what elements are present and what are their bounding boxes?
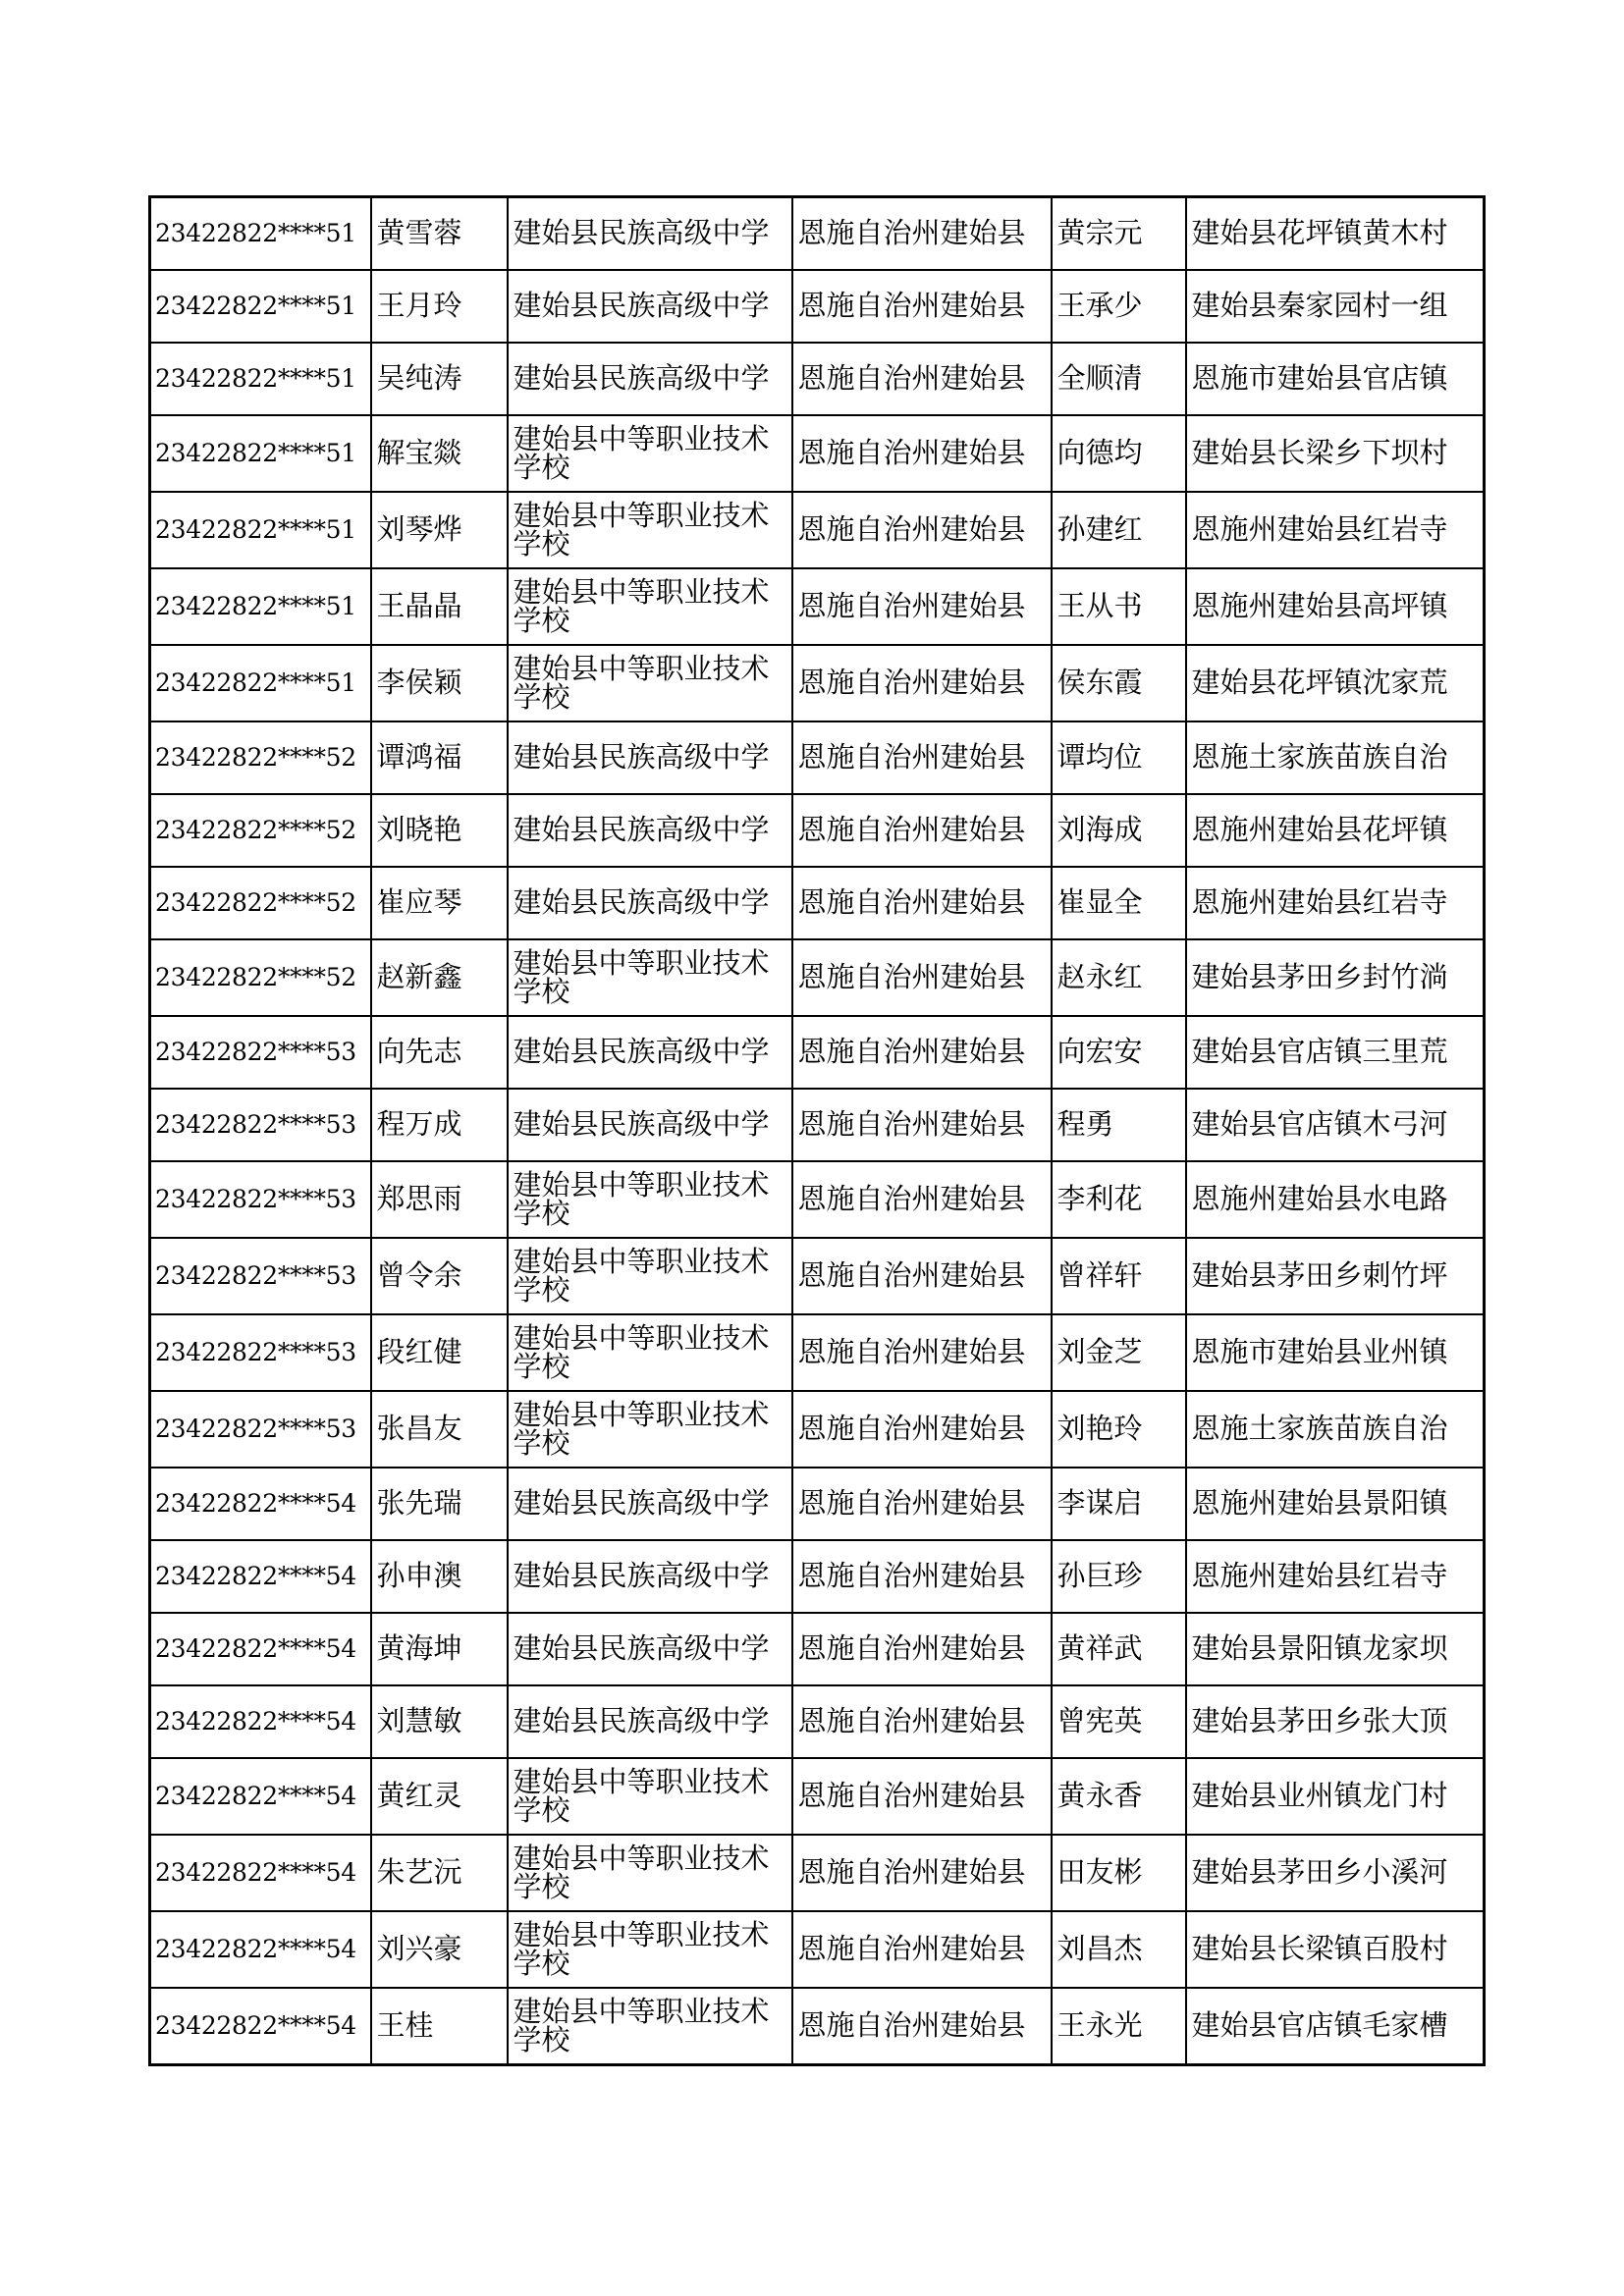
guardian-cell: 谭均位 (1052, 721, 1186, 794)
address-cell: 建始县花坪镇沈家荒 (1186, 645, 1485, 721)
region-cell: 恩施自治州建始县 (792, 939, 1052, 1016)
region-cell: 恩施自治州建始县 (792, 270, 1052, 343)
id-cell: 23422822****52 (150, 939, 371, 1016)
region-cell: 恩施自治州建始县 (792, 492, 1052, 568)
guardian-cell: 向德均 (1052, 415, 1186, 492)
id-cell: 23422822****51 (150, 343, 371, 415)
region-cell: 恩施自治州建始县 (792, 343, 1052, 415)
school-cell: 建始县中等职业技术学校 (508, 415, 792, 492)
address-cell: 建始县茅田乡封竹淌 (1186, 939, 1485, 1016)
id-cell: 23422822****54 (150, 1758, 371, 1835)
address-cell: 建始县长梁乡下坝村 (1186, 415, 1485, 492)
name-cell: 黄红灵 (371, 1758, 508, 1835)
school-cell: 建始县民族高级中学 (508, 1016, 792, 1089)
region-cell: 恩施自治州建始县 (792, 794, 1052, 867)
school-cell: 建始县中等职业技术学校 (508, 1161, 792, 1238)
table-row (150, 343, 1485, 415)
table-row (150, 1161, 1485, 1238)
school-cell: 建始县中等职业技术学校 (508, 939, 792, 1016)
table-row (150, 867, 1485, 939)
table-row (150, 939, 1485, 1016)
table-body (150, 197, 1485, 2065)
name-cell: 刘琴烨 (371, 492, 508, 568)
guardian-cell: 刘昌杰 (1052, 1911, 1186, 1988)
address-cell: 恩施州建始县水电路 (1186, 1161, 1485, 1238)
id-cell: 23422822****54 (150, 1468, 371, 1540)
name-cell: 刘慧敏 (371, 1685, 508, 1758)
table-row (150, 492, 1485, 568)
school-cell: 建始县民族高级中学 (508, 721, 792, 794)
region-cell: 恩施自治州建始县 (792, 568, 1052, 645)
guardian-cell: 刘艳玲 (1052, 1391, 1186, 1468)
id-cell: 23422822****54 (150, 1911, 371, 1988)
guardian-cell: 孙建红 (1052, 492, 1186, 568)
guardian-cell: 王从书 (1052, 568, 1186, 645)
address-cell: 恩施州建始县红岩寺 (1186, 492, 1485, 568)
guardian-cell: 赵永红 (1052, 939, 1186, 1016)
table-row (150, 197, 1485, 271)
table-row (150, 1089, 1485, 1161)
guardian-cell: 黄祥武 (1052, 1613, 1186, 1685)
id-cell: 23422822****52 (150, 721, 371, 794)
address-cell: 恩施市建始县业州镇 (1186, 1314, 1485, 1391)
guardian-cell: 侯东霞 (1052, 645, 1186, 721)
name-cell: 黄海坤 (371, 1613, 508, 1685)
school-cell: 建始县民族高级中学 (508, 343, 792, 415)
id-cell: 23422822****53 (150, 1016, 371, 1089)
school-cell: 建始县中等职业技术学校 (508, 1758, 792, 1835)
table-row (150, 1988, 1485, 2065)
name-cell: 刘晓艳 (371, 794, 508, 867)
data-table (148, 195, 1486, 2066)
id-cell: 23422822****52 (150, 794, 371, 867)
name-cell: 谭鸿福 (371, 721, 508, 794)
school-cell: 建始县中等职业技术学校 (508, 1314, 792, 1391)
guardian-cell: 刘海成 (1052, 794, 1186, 867)
region-cell: 恩施自治州建始县 (792, 1911, 1052, 1988)
region-cell: 恩施自治州建始县 (792, 1391, 1052, 1468)
address-cell: 恩施州建始县红岩寺 (1186, 1540, 1485, 1613)
school-cell: 建始县民族高级中学 (508, 867, 792, 939)
name-cell: 李侯颖 (371, 645, 508, 721)
region-cell: 恩施自治州建始县 (792, 645, 1052, 721)
address-cell: 恩施土家族苗族自治 (1186, 721, 1485, 794)
school-cell: 建始县中等职业技术学校 (508, 1988, 792, 2065)
guardian-cell: 王永光 (1052, 1988, 1186, 2065)
table-row (150, 645, 1485, 721)
name-cell: 刘兴豪 (371, 1911, 508, 1988)
region-cell: 恩施自治州建始县 (792, 867, 1052, 939)
address-cell: 建始县长梁镇百股村 (1186, 1911, 1485, 1988)
school-cell: 建始县民族高级中学 (508, 1613, 792, 1685)
address-cell: 恩施州建始县景阳镇 (1186, 1468, 1485, 1540)
guardian-cell: 田友彬 (1052, 1835, 1186, 1911)
school-cell: 建始县民族高级中学 (508, 794, 792, 867)
table-row (150, 1685, 1485, 1758)
school-cell: 建始县中等职业技术学校 (508, 1835, 792, 1911)
guardian-cell: 曾宪英 (1052, 1685, 1186, 1758)
table-row (150, 1238, 1485, 1314)
region-cell: 恩施自治州建始县 (792, 1161, 1052, 1238)
table-row (150, 270, 1485, 343)
address-cell: 恩施州建始县红岩寺 (1186, 867, 1485, 939)
id-cell: 23422822****51 (150, 568, 371, 645)
name-cell: 张先瑞 (371, 1468, 508, 1540)
guardian-cell: 全顺清 (1052, 343, 1186, 415)
id-cell: 23422822****51 (150, 415, 371, 492)
name-cell: 黄雪蓉 (371, 197, 508, 271)
school-cell: 建始县中等职业技术学校 (508, 568, 792, 645)
table-row (150, 1540, 1485, 1613)
address-cell: 建始县业州镇龙门村 (1186, 1758, 1485, 1835)
name-cell: 崔应琴 (371, 867, 508, 939)
id-cell: 23422822****54 (150, 1685, 371, 1758)
guardian-cell: 崔显全 (1052, 867, 1186, 939)
region-cell: 恩施自治州建始县 (792, 415, 1052, 492)
name-cell: 张昌友 (371, 1391, 508, 1468)
region-cell: 恩施自治州建始县 (792, 1758, 1052, 1835)
table-row (150, 1835, 1485, 1911)
id-cell: 23422822****53 (150, 1238, 371, 1314)
name-cell: 郑思雨 (371, 1161, 508, 1238)
id-cell: 23422822****53 (150, 1089, 371, 1161)
school-cell: 建始县中等职业技术学校 (508, 1391, 792, 1468)
region-cell: 恩施自治州建始县 (792, 721, 1052, 794)
region-cell: 恩施自治州建始县 (792, 1238, 1052, 1314)
school-cell: 建始县民族高级中学 (508, 1540, 792, 1613)
guardian-cell: 刘金芝 (1052, 1314, 1186, 1391)
id-cell: 23422822****53 (150, 1391, 371, 1468)
id-cell: 23422822****51 (150, 197, 371, 271)
table-row (150, 415, 1485, 492)
guardian-cell: 程勇 (1052, 1089, 1186, 1161)
table-row (150, 1613, 1485, 1685)
address-cell: 建始县花坪镇黄木村 (1186, 197, 1485, 271)
name-cell: 王晶晶 (371, 568, 508, 645)
region-cell: 恩施自治州建始县 (792, 1685, 1052, 1758)
region-cell: 恩施自治州建始县 (792, 1988, 1052, 2065)
id-cell: 23422822****51 (150, 270, 371, 343)
region-cell: 恩施自治州建始县 (792, 1089, 1052, 1161)
school-cell: 建始县中等职业技术学校 (508, 492, 792, 568)
table-row (150, 1391, 1485, 1468)
address-cell: 建始县景阳镇龙家坝 (1186, 1613, 1485, 1685)
region-cell: 恩施自治州建始县 (792, 1468, 1052, 1540)
address-cell: 建始县茅田乡小溪河 (1186, 1835, 1485, 1911)
id-cell: 23422822****54 (150, 1835, 371, 1911)
table-row (150, 1314, 1485, 1391)
school-cell: 建始县中等职业技术学校 (508, 1911, 792, 1988)
region-cell: 恩施自治州建始县 (792, 1314, 1052, 1391)
guardian-cell: 王承少 (1052, 270, 1186, 343)
school-cell: 建始县民族高级中学 (508, 1468, 792, 1540)
address-cell: 恩施州建始县花坪镇 (1186, 794, 1485, 867)
id-cell: 23422822****53 (150, 1314, 371, 1391)
address-cell: 建始县官店镇三里荒 (1186, 1016, 1485, 1089)
id-cell: 23422822****51 (150, 645, 371, 721)
guardian-cell: 黄永香 (1052, 1758, 1186, 1835)
region-cell: 恩施自治州建始县 (792, 1613, 1052, 1685)
school-cell: 建始县中等职业技术学校 (508, 1238, 792, 1314)
name-cell: 曾令余 (371, 1238, 508, 1314)
table-row (150, 1016, 1485, 1089)
id-cell: 23422822****51 (150, 492, 371, 568)
guardian-cell: 孙巨珍 (1052, 1540, 1186, 1613)
address-cell: 建始县官店镇木弓河 (1186, 1089, 1485, 1161)
name-cell: 向先志 (371, 1016, 508, 1089)
guardian-cell: 黄宗元 (1052, 197, 1186, 271)
region-cell: 恩施自治州建始县 (792, 1016, 1052, 1089)
guardian-cell: 李谋启 (1052, 1468, 1186, 1540)
school-cell: 建始县民族高级中学 (508, 270, 792, 343)
address-cell: 恩施州建始县高坪镇 (1186, 568, 1485, 645)
id-cell: 23422822****54 (150, 1613, 371, 1685)
name-cell: 赵新鑫 (371, 939, 508, 1016)
name-cell: 解宝燚 (371, 415, 508, 492)
id-cell: 23422822****54 (150, 1988, 371, 2065)
school-cell: 建始县中等职业技术学校 (508, 645, 792, 721)
school-cell: 建始县民族高级中学 (508, 1685, 792, 1758)
address-cell: 建始县茅田乡刺竹坪 (1186, 1238, 1485, 1314)
name-cell: 王月玲 (371, 270, 508, 343)
school-cell: 建始县民族高级中学 (508, 197, 792, 271)
school-cell: 建始县民族高级中学 (508, 1089, 792, 1161)
address-cell: 建始县茅田乡张大顶 (1186, 1685, 1485, 1758)
address-cell: 恩施市建始县官店镇 (1186, 343, 1485, 415)
region-cell: 恩施自治州建始县 (792, 1835, 1052, 1911)
name-cell: 程万成 (371, 1089, 508, 1161)
name-cell: 孙申澳 (371, 1540, 508, 1613)
table-row (150, 1911, 1485, 1988)
region-cell: 恩施自治州建始县 (792, 1540, 1052, 1613)
name-cell: 王桂 (371, 1988, 508, 2065)
id-cell: 23422822****54 (150, 1540, 371, 1613)
region-cell: 恩施自治州建始县 (792, 197, 1052, 271)
guardian-cell: 李利花 (1052, 1161, 1186, 1238)
table-row (150, 794, 1485, 867)
name-cell: 朱艺沅 (371, 1835, 508, 1911)
address-cell: 建始县秦家园村一组 (1186, 270, 1485, 343)
table-row (150, 721, 1485, 794)
address-cell: 恩施土家族苗族自治 (1186, 1391, 1485, 1468)
name-cell: 段红健 (371, 1314, 508, 1391)
id-cell: 23422822****52 (150, 867, 371, 939)
name-cell: 吴纯涛 (371, 343, 508, 415)
id-cell: 23422822****53 (150, 1161, 371, 1238)
table-row (150, 1468, 1485, 1540)
table-row (150, 1758, 1485, 1835)
guardian-cell: 曾祥轩 (1052, 1238, 1186, 1314)
table-row (150, 568, 1485, 645)
guardian-cell: 向宏安 (1052, 1016, 1186, 1089)
address-cell: 建始县官店镇毛家槽 (1186, 1988, 1485, 2065)
